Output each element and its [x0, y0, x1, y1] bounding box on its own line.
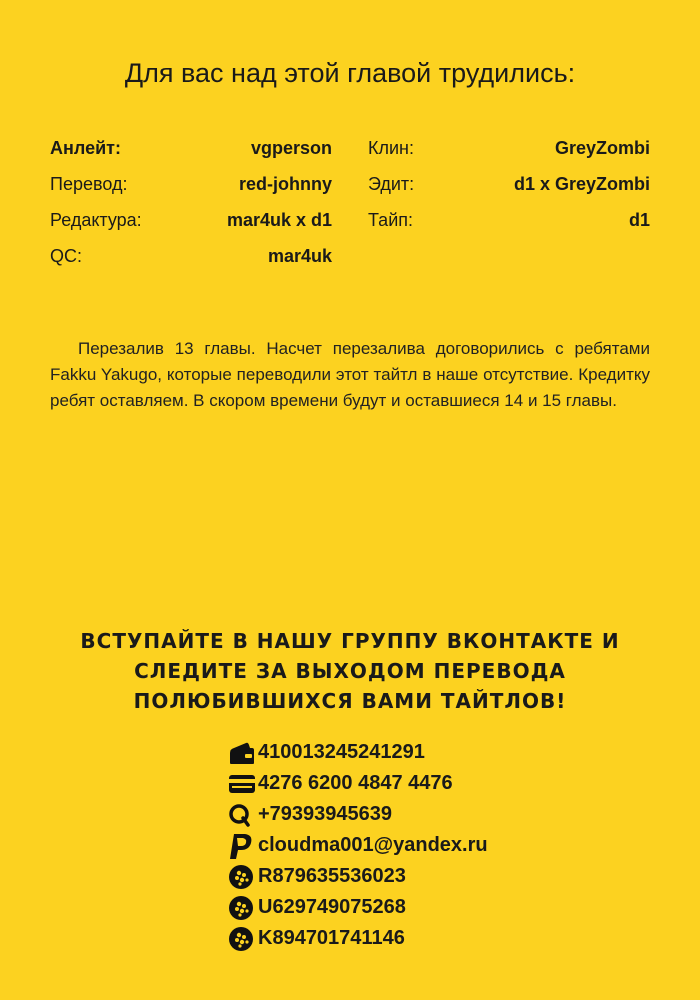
- vk-banner-line: ВСТУПАЙТЕ В НАШУ ГРУППУ ВКОНТАКТЕ И: [80, 629, 620, 653]
- qiwi-icon: [228, 802, 258, 828]
- payment-item: [228, 892, 668, 923]
- wallet-icon: [228, 740, 258, 766]
- credit-name: mar4uk: [267, 245, 332, 266]
- payment-item: [228, 799, 668, 830]
- credits-row: [50, 238, 650, 274]
- payment-value: R879635536023: [258, 865, 406, 887]
- credit-name: red-johnny: [239, 173, 332, 194]
- payment-item: [228, 737, 668, 768]
- credit-entry: [368, 210, 650, 231]
- release-note: Перезалив 13 главы. Насчет перезалива договорились с ребятами Fakku Yakugo, которые переводили этот тайтл в наше отсутствие. Кредитку ребят оставляем. В скором времени будут и оставшиеся 14 и 15 главы.: [50, 339, 650, 410]
- credit-name: mar4uk x d1: [226, 209, 332, 230]
- vk-banner-line: СЛЕДИТЕ ЗА ВЫХОДОМ ПЕРЕВОДА: [134, 659, 566, 683]
- credit-entry: [50, 138, 332, 159]
- credit-role: Редактура:: [50, 209, 142, 230]
- webmoney-icon: [228, 926, 258, 952]
- payment-list: [228, 737, 668, 954]
- payment-item: [228, 923, 668, 954]
- card-icon: [228, 771, 258, 797]
- payment-item: [228, 830, 668, 861]
- credit-role: Анлейт:: [50, 137, 121, 158]
- credit-entry: [368, 174, 650, 195]
- payment-item: [228, 861, 668, 892]
- credit-role: Перевод:: [50, 173, 128, 194]
- credits-row: [50, 202, 650, 238]
- page-title: Для вас над этой главой трудились:: [124, 58, 576, 88]
- payment-value: K894701741146: [258, 927, 405, 949]
- credit-role: Клин:: [368, 137, 414, 158]
- credit-name: d1 x GreyZombi: [513, 173, 650, 194]
- payment-value: 410013245241291: [258, 741, 425, 763]
- credit-entry: [368, 138, 650, 159]
- webmoney-icon: [228, 895, 258, 921]
- credits-table: [50, 130, 650, 274]
- vk-banner-line: ПОЛЮБИВШИХСЯ ВАМИ ТАЙТЛОВ!: [133, 689, 567, 713]
- paypal-icon: [228, 833, 258, 859]
- credits-row: [50, 130, 650, 166]
- credit-role: QC:: [50, 245, 83, 266]
- credit-name: d1: [628, 209, 650, 230]
- payment-value: 4276 6200 4847 4476: [258, 772, 453, 794]
- credit-entry: [50, 210, 332, 231]
- credit-role: Тайп:: [368, 209, 413, 230]
- credit-entry: [50, 174, 332, 195]
- credit-name: vgperson: [250, 137, 332, 158]
- payment-value: U629749075268: [258, 896, 406, 918]
- credit-name: GreyZombi: [554, 137, 650, 158]
- credit-role: Эдит:: [368, 173, 415, 194]
- credits-row: [50, 166, 650, 202]
- vk-banner: [40, 626, 660, 716]
- credit-entry: [50, 246, 332, 267]
- payment-value: +79393945639: [258, 803, 393, 825]
- payment-value: cloudma001@yandex.ru: [258, 834, 488, 856]
- webmoney-icon: [228, 864, 258, 890]
- payment-item: [228, 768, 668, 799]
